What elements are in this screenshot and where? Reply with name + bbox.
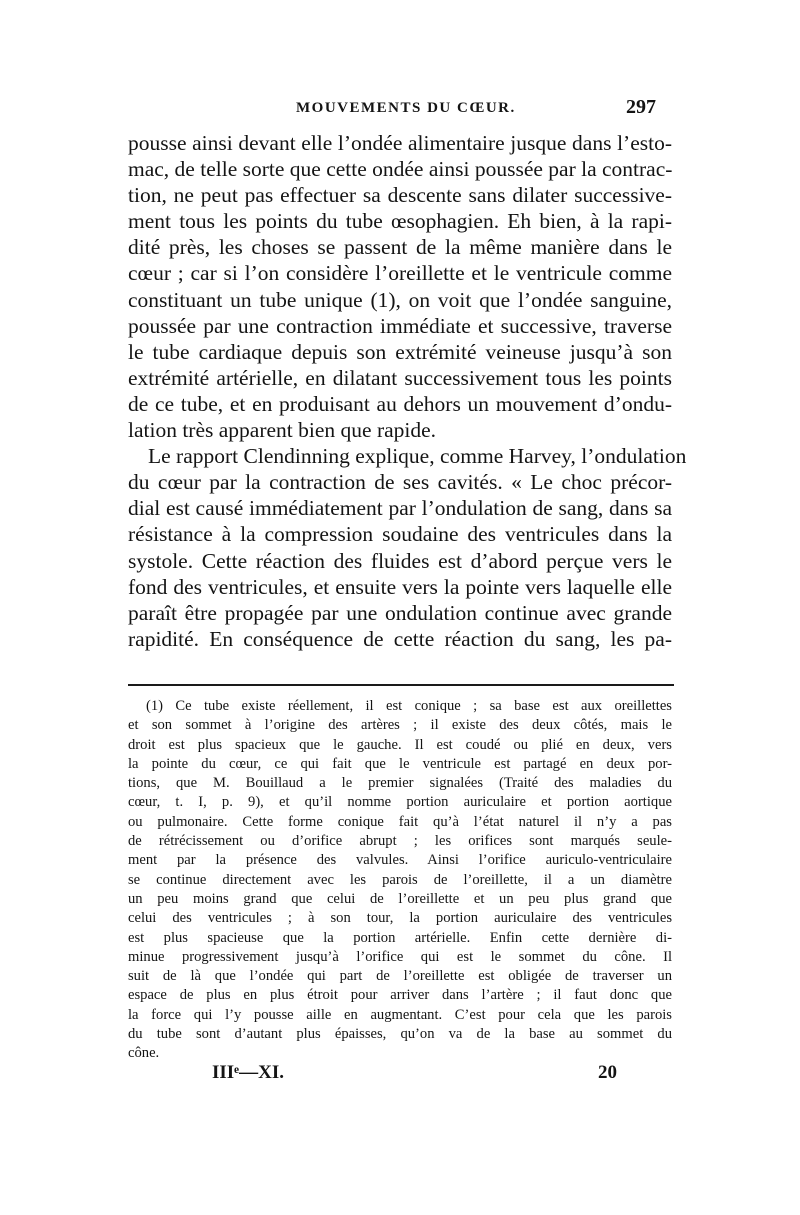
text-line: tion, ne peut pas effectuer sa descente sans dilater successive- bbox=[128, 183, 672, 208]
footnote-line: se continue directement avec les parois de l’oreillette, il a un diamètre bbox=[128, 871, 672, 888]
footnote-line: celui des ventricules ; à son tour, la portion auriculaire des ventricules bbox=[128, 910, 672, 927]
text-line: du cœur par la contraction de ses cavités. « Le choc précor- bbox=[128, 470, 672, 495]
footnote-line: et son sommet à l’origine des artères ; il existe des deux côtés, mais le bbox=[128, 717, 672, 734]
text-line: lation très apparent bien que rapide. bbox=[128, 418, 437, 443]
footnote-rule bbox=[128, 684, 674, 686]
text-line: pousse ainsi devant elle l’ondée alimentaire jusque dans l’esto- bbox=[128, 131, 672, 155]
footnote-line: est plus spacieuse que la portion artérielle. Enfin cette dernière di- bbox=[128, 929, 672, 946]
text-line: poussée par une contraction immédiate et successive, traverse bbox=[128, 313, 672, 338]
footnote-line: ou pulmonaire. Cette forme conique fait qu’à l’état naturel il n’y a pas bbox=[128, 813, 672, 830]
text-line: Le rapport Clendinning explique, comme Harvey, l’ondulation bbox=[148, 444, 687, 469]
footnote-line: espace de plus en plus étroit pour arriver dans l’artère ; il faut donc que bbox=[128, 987, 672, 1004]
footnote-line: (1) Ce tube existe réellement, il est conique ; sa base est aux oreillettes bbox=[146, 698, 672, 714]
running-title: MOUVEMENTS DU CŒUR. bbox=[296, 100, 516, 116]
footnote-line: minue progressivement jusqu’à l’orifice qui est le sommet du cône. Il bbox=[128, 948, 672, 965]
text-line: rapidité. En conséquence de cette réaction du sang, les pa- bbox=[128, 626, 672, 651]
page-header bbox=[128, 96, 656, 126]
footnote-line: ment par la présence des valvules. Ainsi l’orifice auriculo-ventriculaire bbox=[128, 852, 672, 869]
text-line: mac, de telle sorte que cette ondée ainsi poussée par la contrac- bbox=[128, 157, 673, 182]
text-line: fond des ventricules, et ensuite vers la pointe vers laquelle elle bbox=[128, 574, 672, 599]
page-number: 297 bbox=[626, 96, 656, 118]
footnote-line: cône. bbox=[128, 1045, 160, 1062]
footnote-line: droit est plus spacieux que le gauche. Il est coudé ou plié en deux, vers bbox=[128, 736, 672, 753]
text-line: constituant un tube unique (1), on voit que l’ondée sanguine, bbox=[128, 287, 672, 312]
signature-number: 20 bbox=[598, 1062, 617, 1083]
footnote-line: la force qui l’y pousse aille en augmentant. C’est pour cela que les parois bbox=[128, 1006, 672, 1023]
footnote-line: cœur, t. I, p. 9), et qu’il nomme portion auriculaire et portion aortique bbox=[128, 794, 672, 811]
footnote-line: du tube sont d’autant plus épaisses, qu’on va de la base au sommet du bbox=[128, 1026, 672, 1043]
footnote-line: tions, que M. Bouillaud a le premier signalées (Traité des maladies du bbox=[128, 775, 672, 792]
text-line: paraît être propagée par une ondulation continue avec grande bbox=[128, 600, 672, 625]
text-line: ment tous les points du tube œsophagien. Eh bien, à la rapi- bbox=[128, 209, 672, 234]
page-footer bbox=[128, 1062, 674, 1092]
text-line: cœur ; car si l’on considère l’oreillette et le ventricule comme bbox=[128, 261, 672, 286]
text-line: systole. Cette réaction des fluides est d’abord perçue vers le bbox=[128, 548, 672, 573]
text-line: résistance à la compression soudaine des ventricules dans la bbox=[128, 522, 672, 547]
text-line: de ce tube, et en produisant au dehors un mouvement d’ondu- bbox=[128, 391, 672, 416]
footnote-line: la pointe du cœur, ce qui fait que le ventricule est partagé en deux por- bbox=[128, 755, 672, 772]
text-line: le tube cardiaque depuis son extrémité veineuse jusqu’à son bbox=[128, 339, 672, 364]
footnote bbox=[128, 697, 672, 1064]
footnote-line: de rétrécissement ou d’orifice abrupt ; les orifices sont marqués seule- bbox=[128, 833, 672, 850]
text-line: dité près, les choses se passent de la même manière dans le bbox=[128, 235, 672, 260]
text-line: extrémité artérielle, en dilatant successivement tous les points bbox=[128, 365, 672, 390]
footnote-line: un peu moins grand que celui de l’oreillette et un peu plus grand que bbox=[128, 890, 672, 907]
printer-signature: IIIᵉ—XI. bbox=[212, 1062, 284, 1083]
text-line: dial est causé immédiatement par l’ondulation de sang, dans sa bbox=[128, 496, 672, 521]
footnote-line: suit de là que l’ondée qui part de l’oreillette est obligée de traverser un bbox=[128, 968, 672, 985]
main-text bbox=[128, 130, 687, 652]
